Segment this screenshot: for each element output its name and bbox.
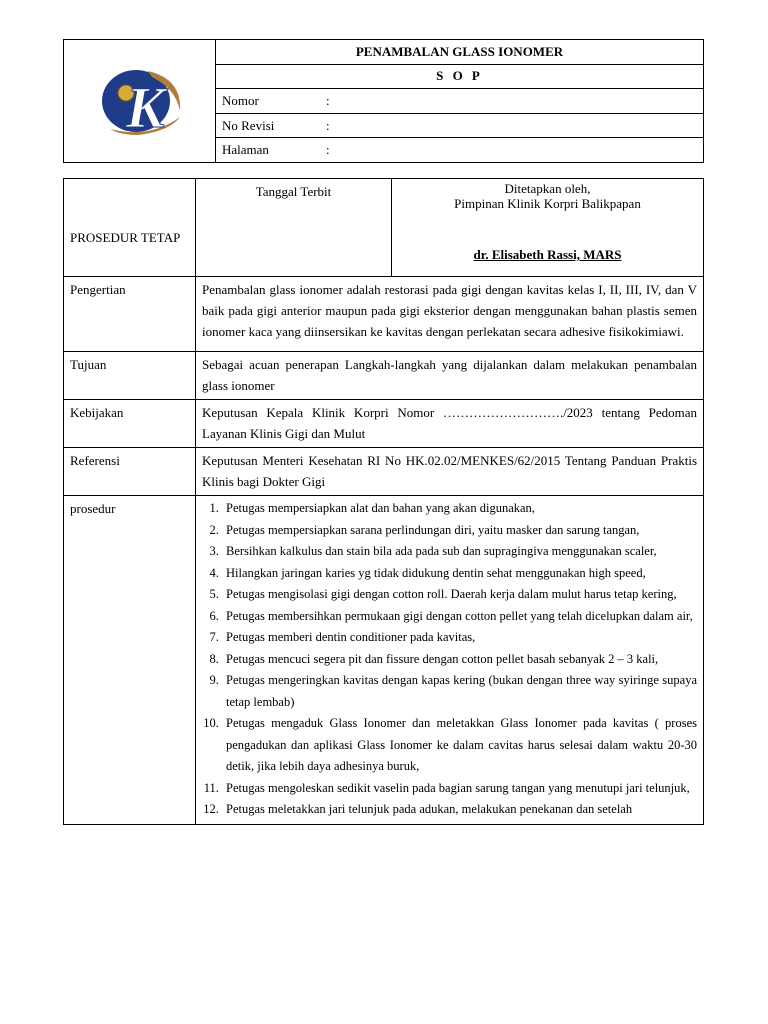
document-type: S O P bbox=[216, 65, 703, 90]
field-label: No Revisi bbox=[222, 117, 275, 133]
procedure-step: 11. Petugas mengoleskan sedikit vaselin pada bagian sarung tangan yang menutupi jari telunjuk, bbox=[222, 778, 697, 800]
procedure-step: 5. Petugas mengisolasi gigi dengan cotton roll. Daerah kerja dalam mulut harus tetap kering, bbox=[222, 584, 697, 606]
field-colon: : bbox=[326, 117, 330, 133]
procedure-step: 1. Petugas mempersiapkan alat dan bahan yang akan digunakan, bbox=[222, 498, 697, 520]
procedure-step: 4. Hilangkan jaringan karies yg tidak didukung dentin sehat menggunakan high speed, bbox=[222, 563, 697, 585]
field-label: Nomor bbox=[222, 92, 259, 108]
row-label: Kebijakan bbox=[64, 400, 196, 448]
field-no-revisi bbox=[216, 114, 703, 139]
pengertian-text: Penambalan glass ionomer adalah restorasi pada gigi dengan kavitas kelas I, II, III, IV, dan V baik pada gigi anterior maupun pada gigi eksterior dengan menggunakan bahan plastis semen ionomer kaca yang diinsersikan ke kavitas dengan perlekatan secara adhesive fisikokimiawi. bbox=[196, 277, 704, 352]
approval-row bbox=[64, 179, 704, 277]
svg-text:K: K bbox=[125, 75, 165, 137]
tujuan-row bbox=[64, 352, 704, 400]
procedure-step-list bbox=[202, 498, 697, 821]
ditetapkan-cell bbox=[392, 179, 704, 277]
procedure-step: 9. Petugas mengeringkan kavitas dengan kapas kering (bukan dengan three way syiringe supaya tetap lembab) bbox=[222, 670, 697, 713]
procedure-step: 8. Petugas mencuci segera pit dan fissure dengan cotton pellet basah sebanyak 2 – 3 kali, bbox=[222, 649, 697, 671]
header-info bbox=[216, 40, 703, 162]
pimpinan-line: Pimpinan Klinik Korpri Balikpapan bbox=[454, 196, 641, 211]
referensi-text: Keputusan Menteri Kesehatan RI No HK.02.02/MENKES/62/2015 Tentang Panduan Praktis Klinis bagi Dokter Gigi bbox=[196, 448, 704, 496]
procedure-step: 6. Petugas membersihkan permukaan gigi dengan cotton pellet yang telah dicelupkan dalam air, bbox=[222, 606, 697, 628]
field-halaman bbox=[216, 138, 703, 162]
signatory-name: dr. Elisabeth Rassi, MARS bbox=[473, 247, 622, 262]
procedure-step: 2. Petugas mempersiapkan sarana perlindungan diri, yaitu masker dan sarung tangan, bbox=[222, 520, 697, 542]
kebijakan-row bbox=[64, 400, 704, 448]
tanggal-terbit-cell: Tanggal Terbit bbox=[196, 179, 392, 277]
prosedur-steps-cell bbox=[196, 496, 704, 825]
row-label: Pengertian bbox=[64, 277, 196, 352]
procedure-step: 3. Bersihkan kalkulus dan stain bila ada pada sub dan supragingiva menggunakan scaler, bbox=[222, 541, 697, 563]
field-label: Halaman bbox=[222, 142, 269, 158]
sop-table bbox=[63, 178, 704, 825]
ditetapkan-line: Ditetapkan oleh, bbox=[504, 181, 591, 196]
tujuan-text: Sebagai acuan penerapan Langkah-langkah yang dijalankan dalam melakukan penambalan glass ionomer bbox=[196, 352, 704, 400]
document-title: PENAMBALAN GLASS IONOMER bbox=[216, 40, 703, 65]
field-colon: : bbox=[326, 92, 330, 108]
header-table bbox=[63, 39, 704, 163]
field-nomor bbox=[216, 89, 703, 114]
row-label: prosedur bbox=[64, 496, 196, 825]
korpri-k-logo-icon bbox=[90, 65, 190, 137]
row-label: Tujuan bbox=[64, 352, 196, 400]
prosedur-row bbox=[64, 496, 704, 825]
row-label: Referensi bbox=[64, 448, 196, 496]
field-colon: : bbox=[326, 142, 330, 158]
referensi-row bbox=[64, 448, 704, 496]
procedure-step: 10. Petugas mengaduk Glass Ionomer dan meletakkan Glass Ionomer pada kavitas ( proses pengadukan dan aplikasi Glass Ionomer ke dalam cavitas harus selesai dalam waktu 20-30 detik, jika lebih daya adhesinya buruk, bbox=[222, 713, 697, 778]
procedure-step: 12. Petugas meletakkan jari telunjuk pada adukan, melakukan penekanan dan setelah bbox=[222, 799, 697, 821]
prosedur-tetap-label: PROSEDUR TETAP bbox=[64, 179, 196, 277]
pengertian-row bbox=[64, 277, 704, 352]
kebijakan-text: Keputusan Kepala Klinik Korpri Nomor ………………………./2023 tentang Pedoman Layanan Klinis Gigi dan Mulut bbox=[196, 400, 704, 448]
procedure-step: 7. Petugas memberi dentin conditioner pada kavitas, bbox=[222, 627, 697, 649]
clinic-logo bbox=[64, 40, 216, 162]
